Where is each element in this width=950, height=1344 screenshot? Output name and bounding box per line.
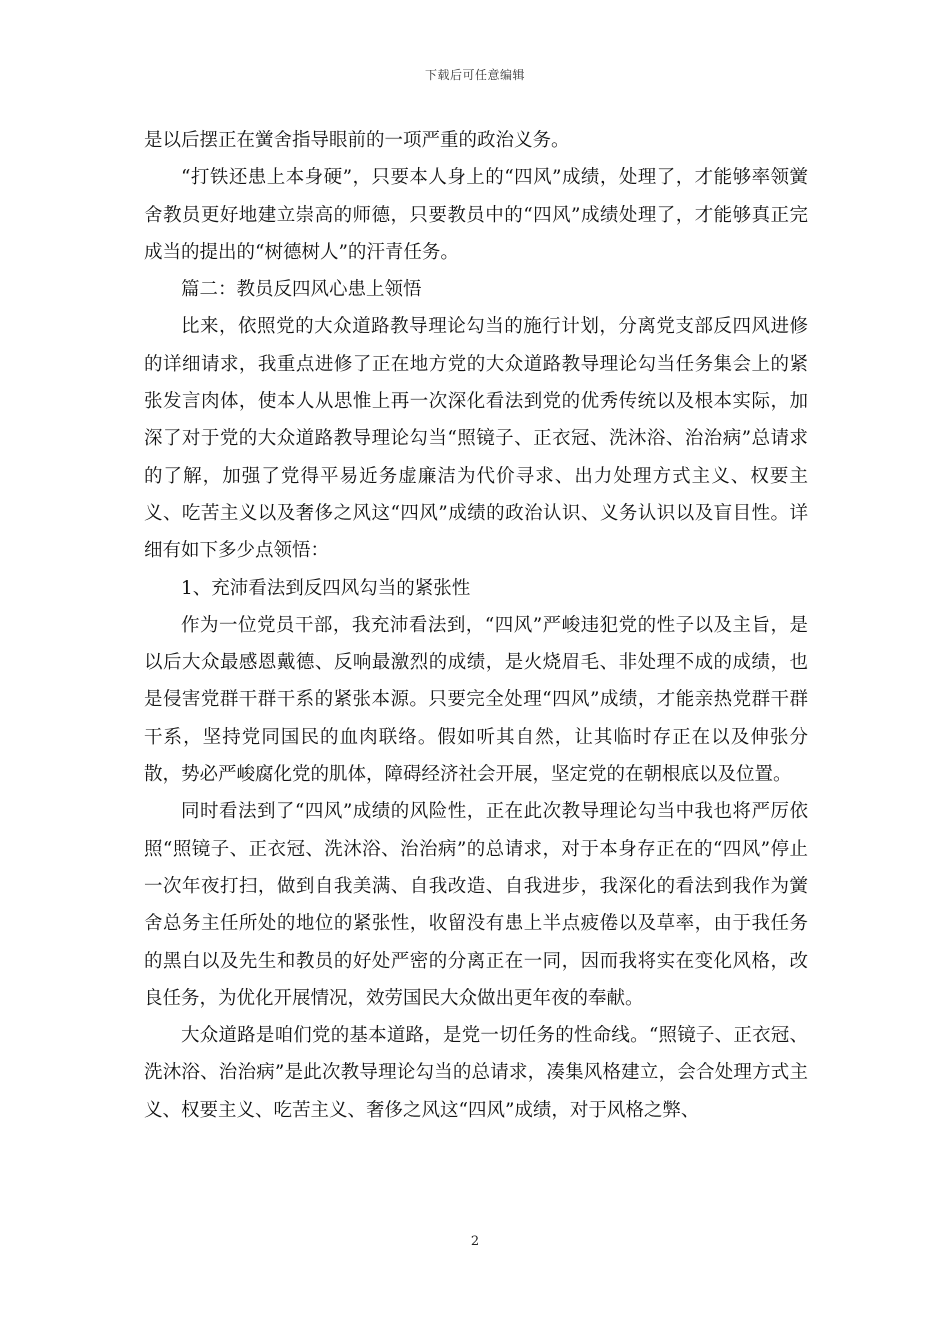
paragraph-6: 大众道路是咱们党的基本道路，是党一切任务的性命线。“照镜子、正衣冠、洗沐浴、治治病”是此次教导理论勾当的总请求，凑集风格建立，会合处理方式主义、权要主义、吃苦主义、奢侈之风这“四风”成绩，对于风格之弊、 — [144, 1025, 808, 1121]
paragraph-2: “打铁还患上本身硬”，只要本人身上的“四风”成绩，处理了，才能够率领黉舍教员更好地建立崇高的师德，只要教员中的“四风”成绩处理了，才能够真正完成当的提出的“树德树人”的汗青任务。 — [144, 167, 808, 263]
document-body — [144, 122, 808, 1129]
page-header: 下载后可任意编辑 — [424, 68, 525, 82]
section-heading: 篇二：教员反四风心患上领悟 — [181, 279, 422, 301]
page-number: 2 — [470, 1234, 480, 1249]
paragraph-5: 同时看法到了“四风”成绩的风险性，正在此次教导理论勾当中我也将严厉依照“照镜子、正衣冠、洗沐浴、治治病”的总请求，对于本身存正在的“四风”停止一次年夜打扫，做到自我美满、自我改造、自我进步，我深化的看法到我作为黉舍总务主任所处的地位的紧张性，收留没有患上半点疲倦以及草率，由于我任务的黑白以及先生和教员的好处严密的分离正在一同，因而我将实在变化风格，改良任务，为优化开展情况，效劳国民大众做出更年夜的奉献。 — [144, 801, 808, 1009]
paragraph-1: 是以后摆正在黉舍指导眼前的一项严重的政治义务。 — [144, 130, 570, 151]
paragraph-4: 作为一位党员干部，我充沛看法到，“四风”严峻违犯党的性子以及主旨，是以后大众最感恩戴德、反响最激烈的成绩，是火烧眉毛、非处理不成的成绩，也是侵害党群干群干系的紧张本源。只要完全处理“四风”成绩，才能亲热党群干群干系，坚持党同国民的血肉联络。假如听其自然，让其临时存正在以及伸张分散，势必严峻腐化党的肌体，障碍经济社会开展，坚定党的在朝根底以及位置。 — [144, 614, 808, 786]
paragraph-3: 比来，依照党的大众道路教导理论勾当的施行计划，分离党支部反四风进修的详细请求，我重点进修了正在地方党的大众道路教导理论勾当任务集会上的紧张发言肉体，使本人从思惟上再一次深化看法到党的优秀传统以及根本实际，加深了对于党的大众道路教导理论勾当“照镜子、正衣冠、洗沐浴、治治病”总请求的了解，加强了党得平易近务虚廉洁为代价寻求、出力处理方式主义、权要主义、吃苦主义以及奢侈之风这“四风”成绩的政治认识、义务认识以及盲目性。详细有如下多少点领悟： — [144, 316, 808, 562]
subheading-1: 1、充沛看法到反四风勾当的紧张性 — [181, 577, 471, 599]
